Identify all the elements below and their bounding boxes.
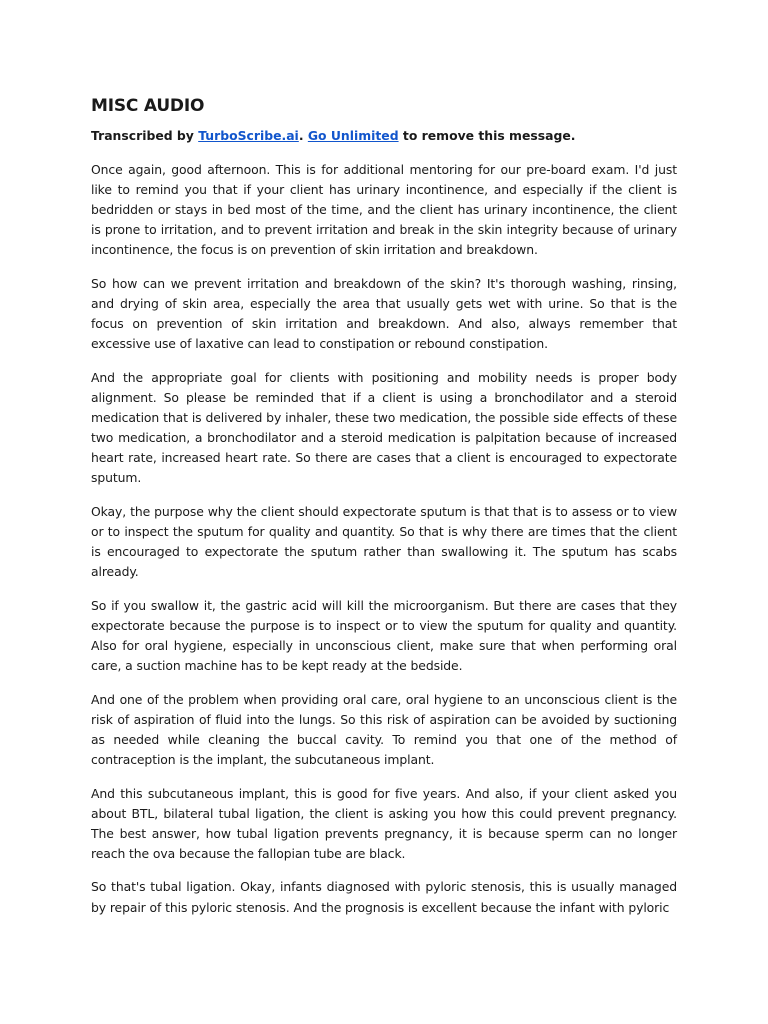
paragraph: And the appropriate goal for clients with positioning and mobility needs is proper body alignment. So please be reminded that if a client is using a bronchodilator and a steroid medication that is delivered by inhaler, these two medication, the possible side effects of these two medication, a bronchodilator and a steroid medication is palpitation because of increased heart rate, increased heart rate. So there are cases that a client is encouraged to expectorate sputum.	[91, 369, 677, 486]
document-title: MISC AUDIO	[91, 96, 205, 116]
paragraph: So how can we prevent irritation and breakdown of the skin? It's thorough washing, rinsing, and drying of skin area, especially the area that usually gets wet with urine. So that is the focus on prevention of skin irritation and breakdown. And also, always remember that excessive use of laxative can lead to constipation or rebound constipation.	[91, 275, 677, 352]
paragraph: Once again, good afternoon. This is for additional mentoring for our pre-board exam. I'd just like to remind you that if your client has urinary incontinence, and especially if the client is bedridden or stays in bed most of the time, and the client has urinary incontinence, the client is prone to irritation, and to prevent irritation and break in the skin integrity because of urinary incontinence, the focus is on prevention of skin irritation and breakdown.	[91, 162, 677, 258]
document-content	[91, 94, 677, 918]
turboscribe-link[interactable]: TurboScribe.ai	[198, 128, 299, 143]
paragraph: So if you swallow it, the gastric acid will kill the microorganism. But there are cases that they expectorate because the purpose is to inspect or to view the sputum for quality and quantity. Also for oral hygiene, especially in unconscious client, make sure that when performing oral care, a suction machine has to be kept ready at the bedside.	[91, 597, 677, 674]
go-unlimited-link[interactable]: Go Unlimited	[307, 128, 399, 143]
transcription-credit	[91, 126, 677, 146]
credit-suffix: to remove this message.	[398, 128, 576, 143]
credit-prefix: Transcribed by	[91, 128, 199, 143]
paragraph: And this subcutaneous implant, this is good for five years. And also, if your client asked you about BTL, bilateral tubal ligation, the client is asking you how this could prevent pregnancy. The best answer, how tubal ligation prevents pregnancy, it is because sperm can no longer reach the ova because the fallopian tube are black.	[91, 785, 677, 861]
paragraph: Okay, the purpose why the client should expectorate sputum is that that is to assess or to view or to inspect the sputum for quality and quantity. So that is why there are times that the client is encouraged to expectorate the sputum rather than swallowing it. The sputum has scabs already.	[91, 503, 677, 580]
paragraph: And one of the problem when providing oral care, oral hygiene to an unconscious client is the risk of aspiration of fluid into the lungs. So this risk of aspiration can be avoided by suctioning as needed while cleaning the buccal cavity. To remind you that one of the method of contraception is the implant, the subcutaneous implant.	[91, 691, 677, 767]
credit-separator: .	[298, 128, 308, 143]
paragraph: So that's tubal ligation. Okay, infants diagnosed with pyloric stenosis, this is usually managed by repair of this pyloric stenosis. And the prognosis is excellent because the infant with pyloric	[91, 879, 677, 915]
